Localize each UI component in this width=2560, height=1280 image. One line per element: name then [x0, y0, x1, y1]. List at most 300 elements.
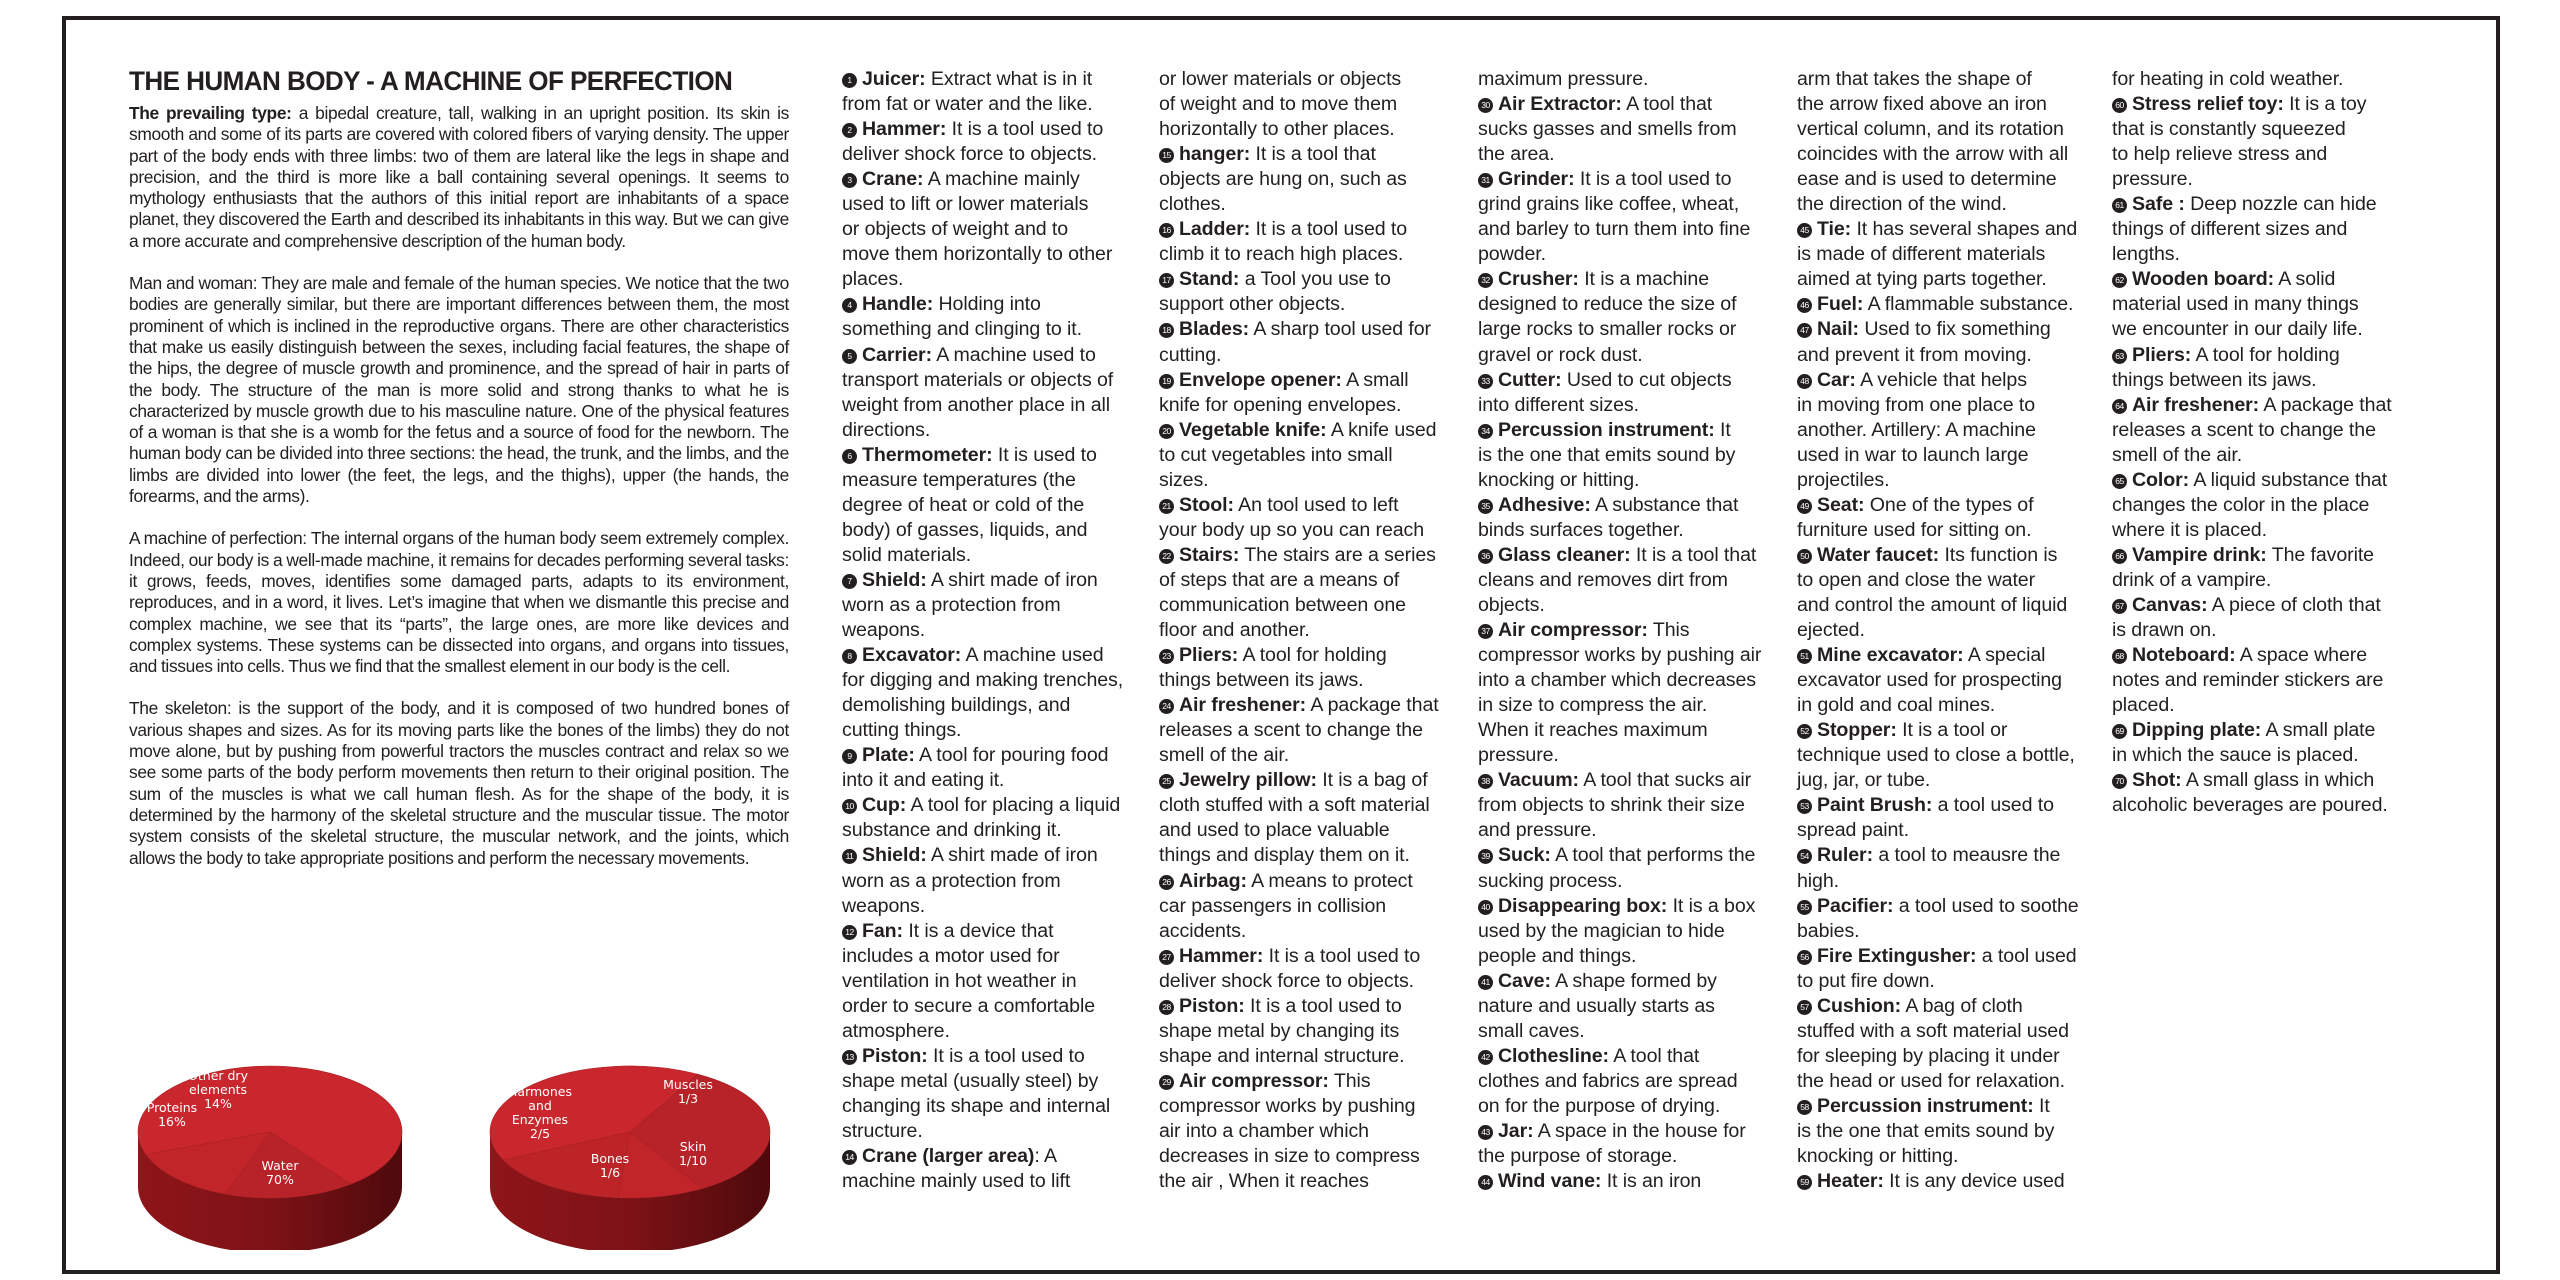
entry-definition: When it reaches maximum: [1478, 719, 1708, 742]
entry-definition: floor and another.: [1159, 619, 1310, 642]
entry-term: Pliers:: [1179, 644, 1239, 667]
entry-line: [1797, 92, 2102, 117]
entry-line: [1797, 843, 2102, 868]
tool-entry: [1797, 368, 2102, 493]
entry-term: Jewelry pillow:: [1179, 769, 1317, 792]
entry-line: [1478, 368, 1783, 393]
entry-term: Air compressor:: [1498, 619, 1648, 642]
entry-definition: This: [1328, 1069, 1371, 1092]
entry-definition: objects are hung on, such as: [1159, 168, 1407, 191]
tool-entry: [2112, 768, 2417, 818]
entry-line: [2112, 192, 2417, 217]
number-badge-icon: 17: [1159, 273, 1174, 288]
entry-line: [1159, 1169, 1464, 1194]
pie-label-value: 16%: [158, 1114, 186, 1129]
pie-charts: [130, 1050, 830, 1250]
entry-definition: It is a tool used to: [927, 1044, 1085, 1067]
entry-definition: the air , When it reaches: [1159, 1170, 1369, 1193]
tool-entry: [842, 793, 1147, 843]
entry-definition: of weight and to move them: [1159, 93, 1398, 116]
entry-line: [1159, 368, 1464, 393]
tool-entry: [1478, 843, 1783, 893]
number-badge-icon: 6: [842, 449, 857, 464]
entry-line: [1478, 843, 1783, 868]
entry-definition: demolishing buildings, and: [842, 694, 1071, 717]
pie-label-value: 1/6: [599, 1165, 621, 1180]
entry-definition: technique used to close a bottle,: [1797, 744, 2075, 767]
tool-entry: [1797, 994, 2102, 1094]
entry-line: [1478, 969, 1783, 994]
tool-entry: [1159, 693, 1464, 768]
tool-entry: [1159, 217, 1464, 267]
entry-line: [1797, 894, 2102, 919]
entry-line: [1478, 818, 1783, 843]
entry-definition: in gold and coal mines.: [1797, 694, 1996, 717]
number-badge-icon: 44: [1478, 1175, 1493, 1190]
entry-line: [842, 267, 1147, 292]
tools-column-4: [1797, 67, 2102, 1194]
entry-line: [2112, 543, 2417, 568]
entry-definition: objects.: [1478, 593, 1545, 616]
number-badge-icon: 33: [1478, 374, 1493, 389]
number-badge-icon: 13: [842, 1050, 857, 1065]
entry-line: [1797, 994, 2102, 1019]
number-badge-icon: 45: [1797, 223, 1812, 238]
entry-definition: the area.: [1478, 143, 1555, 166]
entry-definition: the direction of the wind.: [1797, 193, 2007, 216]
entry-definition: cleans and removes dirt from: [1478, 568, 1728, 591]
entry-line: [1478, 693, 1783, 718]
entry-line: [1797, 518, 2102, 543]
entry-definition: cloth stuffed with a soft material: [1159, 794, 1430, 817]
entry-line: [2112, 343, 2417, 368]
tools-column-2: [1159, 67, 1464, 1194]
entry-definition: support other objects.: [1159, 293, 1346, 316]
entry-definition: It is a tool that: [1250, 143, 1376, 166]
entry-definition: used in war to launch large: [1797, 443, 2029, 466]
entry-line: [1159, 167, 1464, 192]
entry-line: [1159, 1119, 1464, 1144]
entry-line: [842, 718, 1147, 743]
entry-line: [1797, 1019, 2102, 1044]
entry-line: [1159, 618, 1464, 643]
entry-line: [1159, 92, 1464, 117]
entry-definition: clothes.: [1159, 193, 1226, 216]
entry-line: [1478, 1169, 1783, 1194]
tool-entry: [842, 443, 1147, 568]
entry-definition: The stairs are a series: [1239, 543, 1436, 566]
entry-line: [1159, 117, 1464, 142]
number-badge-icon: 12: [842, 925, 857, 940]
entry-line: [2112, 518, 2417, 543]
pie-label-name: Harmones: [508, 1084, 572, 1099]
entry-line: [2112, 718, 2417, 743]
entry-definition: worn as a protection from: [842, 869, 1061, 892]
entry-line: [1478, 869, 1783, 894]
entry-line: [1159, 343, 1464, 368]
number-badge-icon: 52: [1797, 724, 1812, 739]
entry-line: [2112, 368, 2417, 393]
tool-entry: [842, 843, 1147, 918]
entry-line: [1159, 718, 1464, 743]
entry-definition: A machine used: [961, 644, 1104, 667]
tool-entry: [1797, 292, 2102, 317]
entry-line: [1478, 518, 1783, 543]
entry-definition: directions.: [842, 418, 931, 441]
number-badge-icon: 67: [2112, 599, 2127, 614]
entry-definition: stuffed with a soft material used: [1797, 1019, 2069, 1042]
entry-definition: knocking or hitting.: [1797, 1145, 1959, 1168]
entry-definition: air into a chamber which: [1159, 1119, 1369, 1142]
entry-definition: Used to fix something: [1858, 318, 2051, 341]
number-badge-icon: 38: [1478, 774, 1493, 789]
entry-definition: Holding into: [933, 293, 1041, 316]
entry-definition: deliver shock force to objects.: [842, 143, 1098, 166]
entry-definition: measure temperatures (the: [842, 468, 1076, 491]
entry-definition: that is constantly squeezed: [2112, 118, 2346, 141]
entry-line: [1159, 869, 1464, 894]
number-badge-icon: 47: [1797, 323, 1812, 338]
entry-definition: A tool that sucks air: [1578, 769, 1752, 792]
entry-line: [1797, 1119, 2102, 1144]
pie-chart-body-mass: [470, 1050, 790, 1250]
entry-line: [842, 217, 1147, 242]
tool-entry: [1478, 969, 1783, 1044]
pie-label-value: 70%: [266, 1172, 294, 1187]
entry-definition: An tool used to left: [1233, 493, 1399, 516]
entry-line: [1797, 443, 2102, 468]
pie-label-value: 1/10: [678, 1153, 708, 1168]
entry-line: [1797, 67, 2102, 92]
entry-term: Air freshener:: [2132, 393, 2260, 416]
number-badge-icon: 35: [1478, 499, 1493, 514]
entry-definition: things and display them on it.: [1159, 844, 1410, 867]
entry-definition: ease and is used to determine: [1797, 168, 2057, 191]
entry-definition: and prevent it from moving.: [1797, 343, 2032, 366]
number-badge-icon: 56: [1797, 950, 1812, 965]
entry-line: [1159, 493, 1464, 518]
entry-definition: things between its jaws.: [2112, 368, 2317, 391]
number-badge-icon: 69: [2112, 724, 2127, 739]
entry-term: Air freshener:: [1179, 694, 1307, 717]
entry-definition: notes and reminder stickers are: [2112, 669, 2384, 692]
number-badge-icon: 22: [1159, 549, 1174, 564]
entry-line: [842, 743, 1147, 768]
entry-line: [1159, 192, 1464, 217]
entry-term: Handle:: [862, 293, 934, 316]
number-badge-icon: 62: [2112, 273, 2127, 288]
entry-line: [842, 1019, 1147, 1044]
number-badge-icon: 55: [1797, 900, 1812, 915]
paragraph-machine-of-perfection: A machine of perfection: The internal organs of the human body seem extremely complex. Indeed, our body is a well-made machine, it remains for decades performing several tasks: it grows, feeds, moves, identifies some damaged parts, adapts to its environment, reproduces, and in a word, it lives. Let’s imagine that when we dismantle this precise and complex machine, we see that its “parts”, the large ones, are more like devices and complex systems. These systems can be dissected into organs, and organs into tissues, and tissues into cells. Thus we find that the smallest element in our body is the cell.: [129, 528, 789, 677]
entry-line: [1797, 618, 2102, 643]
entry-definition: decreases in size to compress: [1159, 1145, 1420, 1168]
tool-entry: [842, 167, 1147, 292]
entry-definition: furniture used for sitting on.: [1797, 518, 2032, 541]
number-badge-icon: 37: [1478, 624, 1493, 639]
entry-line: [1478, 217, 1783, 242]
entry-definition: Used to cut objects: [1561, 368, 1732, 391]
entry-line: [842, 1044, 1147, 1069]
entry-line: [1159, 217, 1464, 242]
entry-definition: communication between one: [1159, 593, 1406, 616]
entry-line: [842, 843, 1147, 868]
entry-line: [1797, 919, 2102, 944]
entry-term: Ladder:: [1179, 218, 1251, 241]
entry-line: [842, 944, 1147, 969]
entry-line: [1797, 368, 2102, 393]
number-badge-icon: 59: [1797, 1175, 1812, 1190]
entry-definition: A small: [1341, 368, 1409, 391]
entry-definition: A tool that: [1621, 93, 1713, 116]
entry-term: Thermometer:: [862, 443, 993, 466]
entry-line: [2112, 668, 2417, 693]
entry-definition: into it and eating it.: [842, 769, 1005, 792]
entry-term: Suck:: [1498, 844, 1551, 867]
tool-entry: [1159, 267, 1464, 317]
entry-definition: A piece of cloth that: [2207, 593, 2381, 616]
entry-definition: a tool used to soothe: [1893, 894, 2079, 917]
entry-line: [1159, 393, 1464, 418]
entry-definition: One of the types of: [1864, 493, 2034, 516]
tool-entry: [1478, 267, 1783, 367]
entry-line: [1159, 1094, 1464, 1119]
number-badge-icon: 66: [2112, 549, 2127, 564]
entry-line: [842, 1069, 1147, 1094]
number-badge-icon: 4: [842, 298, 857, 313]
number-badge-icon: 34: [1478, 424, 1493, 439]
entry-definition: It is a tool used to: [946, 118, 1104, 141]
entry-line: [1797, 743, 2102, 768]
entry-term: Air Extractor:: [1498, 93, 1622, 116]
entry-line: [1478, 1044, 1783, 1069]
entry-definition: small caves.: [1478, 1019, 1585, 1042]
tool-entry: [1478, 92, 1783, 167]
number-badge-icon: 15: [1159, 148, 1174, 163]
number-badge-icon: 14: [842, 1150, 857, 1165]
entry-definition: shape and internal structure.: [1159, 1044, 1405, 1067]
entry-term: Stress relief toy:: [2132, 93, 2284, 116]
entry-definition: weapons.: [842, 894, 926, 917]
number-badge-icon: 64: [2112, 399, 2127, 414]
pie-label-name: elements: [188, 1082, 248, 1097]
entry-line: [1478, 142, 1783, 167]
number-badge-icon: 1: [842, 73, 857, 88]
entry-term: Jar:: [1498, 1119, 1534, 1142]
entry-line: [1478, 393, 1783, 418]
entry-line: [1797, 1169, 2102, 1194]
entry-line: [1478, 292, 1783, 317]
entry-line: [1797, 292, 2102, 317]
entry-definition: ejected.: [1797, 619, 1865, 642]
number-badge-icon: 39: [1478, 849, 1493, 864]
entry-line: [1159, 643, 1464, 668]
entry-line: [1478, 1069, 1783, 1094]
entry-definition: something and clinging to it.: [842, 318, 1082, 341]
tool-entry: [842, 1044, 1147, 1144]
entry-line: [1478, 1119, 1783, 1144]
entry-term: Paint Brush:: [1817, 794, 1933, 817]
entry-line: [1478, 1019, 1783, 1044]
entry-line: [1159, 1019, 1464, 1044]
entry-line: [1797, 217, 2102, 242]
entry-definition: to help relieve stress and: [2112, 143, 2328, 166]
entry-definition: spread paint.: [1797, 819, 1909, 842]
entry-line: [1797, 192, 2102, 217]
entry-line: [842, 1094, 1147, 1119]
entry-line: [1797, 493, 2102, 518]
tools-column-5: [2112, 67, 2417, 818]
tool-entry: [1478, 1169, 1783, 1194]
entry-term: Piston:: [1179, 994, 1245, 1017]
entry-line: [842, 643, 1147, 668]
entry-line: [1797, 1044, 2102, 1069]
entry-term: Wooden board:: [2132, 268, 2275, 291]
entry-definition: pressure.: [1478, 744, 1559, 767]
pie-label-name: Bones: [590, 1151, 630, 1166]
entry-term: Canvas:: [2132, 593, 2208, 616]
entry-term: Excavator:: [862, 644, 962, 667]
entry-line: [1478, 67, 1783, 92]
tool-entry: [2112, 468, 2417, 543]
entry-line: [1797, 117, 2102, 142]
entry-line: [1797, 693, 2102, 718]
entry-definition: It is a device that: [902, 919, 1054, 942]
entry-definition: of steps that are a means of: [1159, 568, 1400, 591]
entry-definition: horizontally to other places.: [1159, 118, 1395, 141]
entry-definition: It is any device used: [1883, 1170, 2065, 1193]
entry-line: [1797, 818, 2102, 843]
pie-label-value: 14%: [204, 1096, 232, 1111]
entry-term: Pacifier:: [1817, 894, 1894, 917]
entry-line: [842, 142, 1147, 167]
entry-term: Water faucet:: [1817, 543, 1940, 566]
entry-definition: A tool for pouring food: [914, 744, 1109, 767]
entry-term: Carrier:: [862, 343, 932, 366]
entry-line: [842, 192, 1147, 217]
pie-label-name: Proteins: [146, 1100, 198, 1115]
entry-definition: It is a tool that: [1630, 543, 1757, 566]
entry-definition: sizes.: [1159, 468, 1209, 491]
entry-definition: includes a motor used for: [842, 944, 1060, 967]
entry-definition: a tool to meausre the: [1873, 844, 2061, 867]
tool-entry: [2112, 393, 2417, 468]
number-badge-icon: 5: [842, 349, 857, 364]
entry-definition: or objects of weight and to: [842, 218, 1069, 241]
entry-definition: knocking or hitting.: [1478, 468, 1640, 491]
entry-line: [1797, 944, 2102, 969]
entry-line: [842, 818, 1147, 843]
entry-line: [2112, 292, 2417, 317]
entry-definition: to put fire down.: [1797, 969, 1935, 992]
entry-line: [842, 793, 1147, 818]
entry-term: Tie:: [1817, 218, 1852, 241]
entry-definition: from objects to shrink their size: [1478, 794, 1745, 817]
entry-definition: shape metal (usually steel) by: [842, 1069, 1099, 1092]
number-badge-icon: 19: [1159, 374, 1174, 389]
tool-entry: [1797, 718, 2102, 793]
tool-entry: [1159, 643, 1464, 693]
tool-entry: [1478, 618, 1783, 768]
entry-term: Disappearing box:: [1498, 894, 1668, 917]
entry-line: [842, 368, 1147, 393]
entry-definition: pressure.: [2112, 168, 2193, 191]
tool-entry: [2112, 343, 2417, 393]
entry-line: [842, 593, 1147, 618]
entry-definition: A vehicle that helps: [1855, 368, 2027, 391]
number-badge-icon: 30: [1478, 98, 1493, 113]
entry-definition: It is a bag of: [1316, 769, 1428, 792]
entry-line: [1159, 317, 1464, 342]
tool-entry: [1478, 167, 1783, 267]
number-badge-icon: 48: [1797, 374, 1812, 389]
entry-definition: a tool used to: [1932, 794, 2054, 817]
tool-entry: [1797, 944, 2102, 994]
tools-column-3: [1478, 67, 1783, 1194]
entry-line: [842, 869, 1147, 894]
entry-definition: A shirt made of iron: [926, 568, 1098, 591]
entry-term: Piston:: [862, 1044, 928, 1067]
entry-definition: deliver shock force to objects.: [1159, 969, 1415, 992]
entry-line: [1159, 693, 1464, 718]
entry-definition: Extract what is in it: [925, 68, 1093, 90]
entry-term: Cup:: [862, 794, 907, 817]
entry-line: [1478, 1094, 1783, 1119]
entry-term: Stopper:: [1817, 719, 1897, 742]
tool-entry: [2112, 643, 2417, 718]
entry-term: Vacuum:: [1498, 769, 1579, 792]
number-badge-icon: 27: [1159, 950, 1174, 965]
paragraph-prevailing-type: [129, 103, 789, 252]
entry-line: [1159, 67, 1464, 92]
entry-line: [1478, 618, 1783, 643]
entry-definition: worn as a protection from: [842, 593, 1061, 616]
number-badge-icon: 57: [1797, 1000, 1812, 1015]
entry-line: [1797, 142, 2102, 167]
tool-entry-continuation: [1797, 67, 2102, 217]
entry-term: Grinder:: [1498, 168, 1575, 191]
entry-line: [1478, 1144, 1783, 1169]
entry-line: [842, 443, 1147, 468]
entry-definition: It is used to: [992, 443, 1097, 466]
entry-line: [842, 1144, 1147, 1169]
number-badge-icon: 70: [2112, 774, 2127, 789]
tool-entry: [1159, 543, 1464, 643]
entry-term: Percussion instrument:: [1817, 1094, 2034, 1117]
tool-entry: [1797, 1094, 2102, 1169]
entry-line: [1159, 768, 1464, 793]
entry-term: Shield:: [862, 568, 927, 591]
entry-definition: aimed at tying parts together.: [1797, 268, 2047, 291]
entry-definition: in size to compress the air.: [1478, 694, 1708, 717]
entry-definition: A small glass in which: [2181, 769, 2375, 792]
entry-term: Safe :: [2132, 193, 2185, 216]
entry-line: [842, 1119, 1147, 1144]
entry-line: [842, 919, 1147, 944]
entry-definition: from fat or water and the like.: [842, 93, 1093, 116]
entry-definition: gravel or rock dust.: [1478, 343, 1643, 366]
entry-definition: a tool used: [1976, 944, 2077, 967]
tool-entry-continuation: [1478, 67, 1783, 92]
entry-definition: ventilation in hot weather in: [842, 969, 1077, 992]
number-badge-icon: 60: [2112, 98, 2127, 113]
entry-line: [1797, 267, 2102, 292]
entry-definition: drink of a vampire.: [2112, 568, 2272, 591]
entry-definition: we encounter in our daily life.: [2112, 318, 2363, 341]
tool-entry: [842, 292, 1147, 342]
tool-entry: [1159, 994, 1464, 1069]
entry-definition: sucks gasses and smells from: [1478, 118, 1737, 141]
